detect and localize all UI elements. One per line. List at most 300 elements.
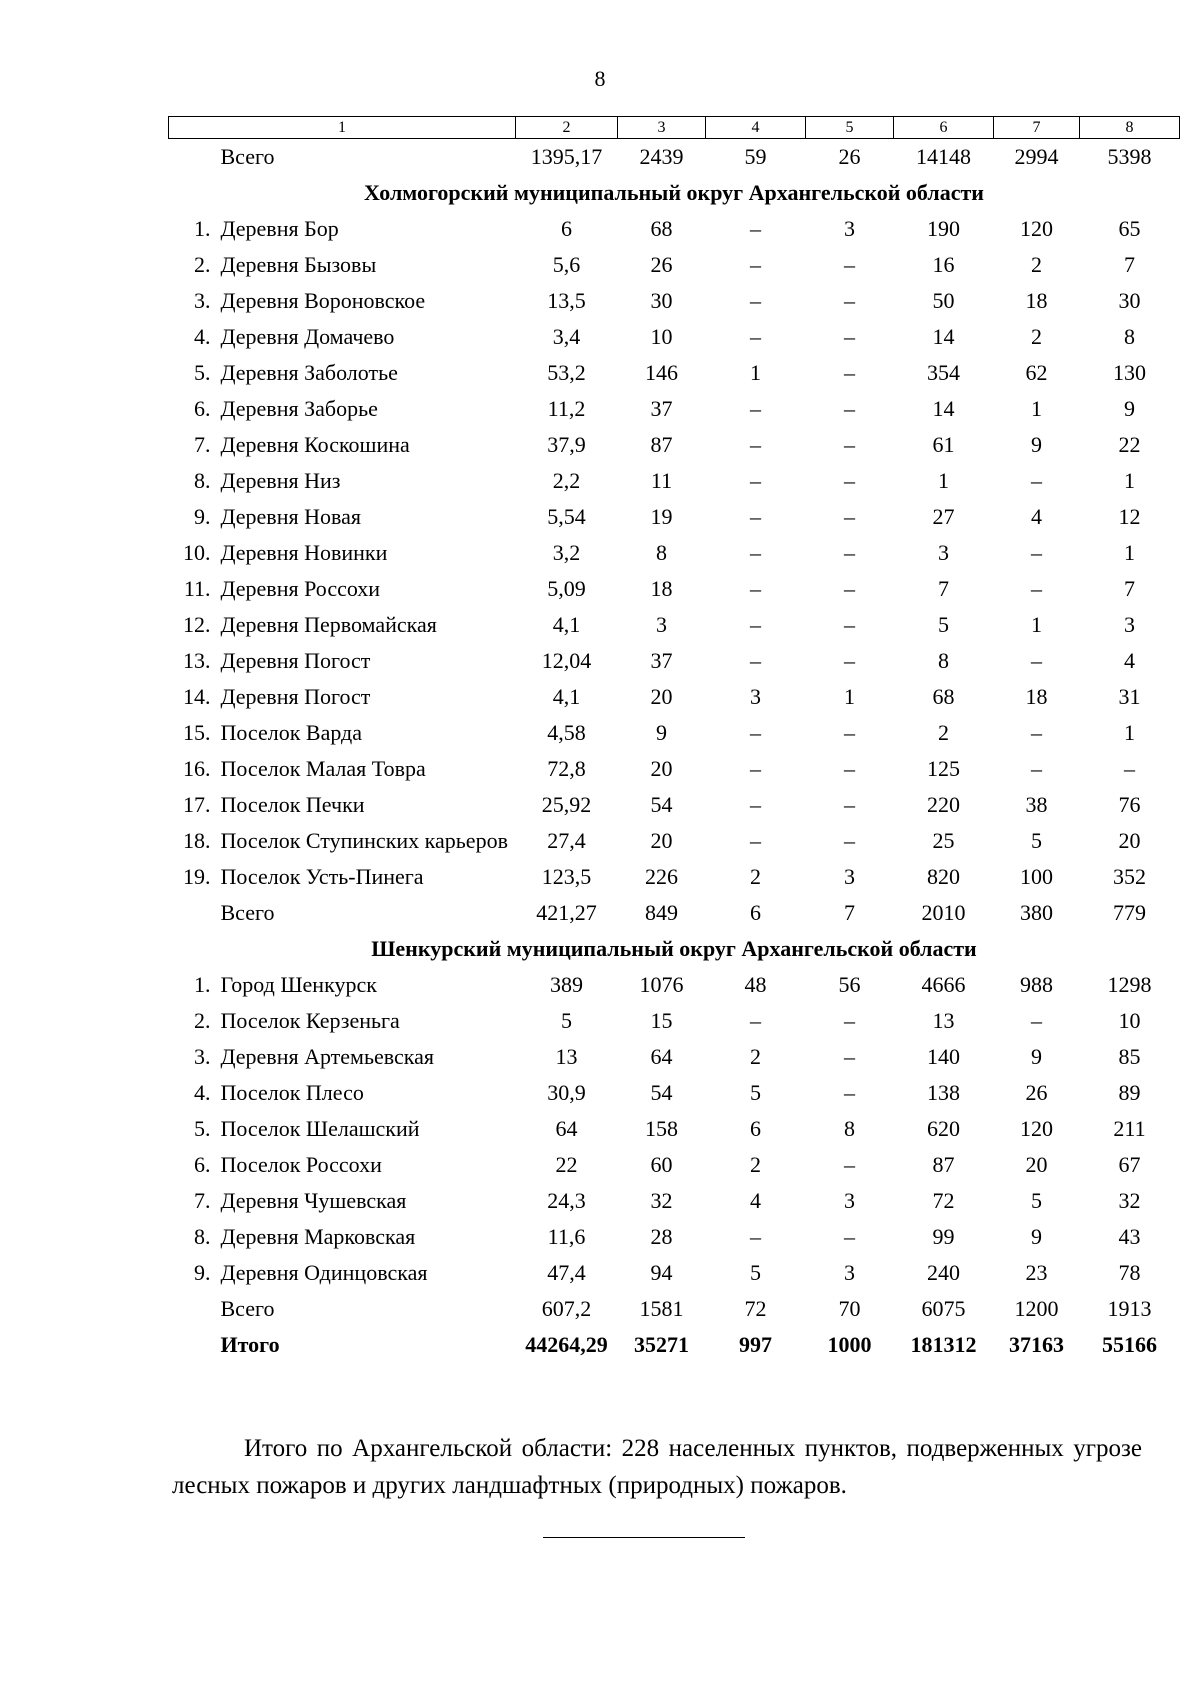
table-row <box>169 571 1180 607</box>
value-col-8: 7 <box>1124 576 1135 601</box>
value-col-3: 11 <box>650 468 673 493</box>
row-number: 9. <box>194 504 211 529</box>
value-col-2: 64 <box>555 1116 578 1141</box>
row-number: 5. <box>194 360 211 385</box>
value-col-5: – <box>844 252 855 277</box>
value-col-6: 68 <box>932 684 955 709</box>
row-number: 4. <box>194 1080 211 1105</box>
value-col-8: 1 <box>1124 540 1135 565</box>
value-col-2: 11,6 <box>547 1224 586 1249</box>
row-number <box>169 1291 221 1327</box>
settlement-name: Деревня Погост <box>220 684 371 709</box>
value-col-4: 5 <box>750 1260 761 1285</box>
value-col-5: – <box>844 576 855 601</box>
value-col-2: 5 <box>561 1008 572 1033</box>
table-row <box>169 247 1180 283</box>
value-col-6: 240 <box>927 1260 960 1285</box>
table-body <box>169 117 1180 1364</box>
table-row <box>169 715 1180 751</box>
value-col-5: 8 <box>844 1116 855 1141</box>
value-col-7: 5 <box>1031 828 1042 853</box>
value-col-4: – <box>750 324 761 349</box>
value-col-2: 13 <box>555 1044 578 1069</box>
subtotal-row <box>169 895 1180 931</box>
value-col-3: 1076 <box>639 972 684 997</box>
value-col-6: 220 <box>927 792 960 817</box>
value-col-7: – <box>1031 720 1042 745</box>
value-col-8: 352 <box>1113 864 1146 889</box>
value-col-7: – <box>1031 1008 1042 1033</box>
value-col-5: 3 <box>844 1188 855 1213</box>
settlements-table <box>168 116 1180 1363</box>
value-col-8: 130 <box>1113 360 1146 385</box>
settlement-name: Деревня Новинки <box>220 540 388 565</box>
value-col-3: 158 <box>645 1116 678 1141</box>
value-col-2: 6 <box>561 216 572 241</box>
value-col-6: 620 <box>927 1116 960 1141</box>
value-col-8: 9 <box>1124 396 1135 421</box>
value-col-8: 85 <box>1118 1044 1141 1069</box>
value-col-3: 19 <box>650 504 673 529</box>
table-row <box>169 751 1180 787</box>
settlement-name: Поселок Варда <box>220 720 363 745</box>
value-col-7: 2 <box>1031 252 1042 277</box>
value-col-4: 59 <box>744 144 767 169</box>
value-col-2: 607,2 <box>541 1296 592 1321</box>
value-col-3: 37 <box>650 396 673 421</box>
row-number: 9. <box>194 1260 211 1285</box>
table-row <box>169 607 1180 643</box>
row-number: 8. <box>194 1224 211 1249</box>
value-col-4: 997 <box>739 1332 772 1357</box>
value-col-5: – <box>844 612 855 637</box>
value-col-4: – <box>750 288 761 313</box>
settlement-name: Деревня Бор <box>220 216 339 241</box>
settlement-name: Деревня Новая <box>220 504 361 529</box>
settlement-name: Поселок Малая Товра <box>220 756 426 781</box>
value-col-7: – <box>1031 468 1042 493</box>
column-number-row <box>169 117 1180 139</box>
value-col-3: 32 <box>650 1188 673 1213</box>
value-col-4: 1 <box>750 360 761 385</box>
value-col-6: 138 <box>927 1080 960 1105</box>
value-col-2: 123,5 <box>541 864 592 889</box>
table-row <box>169 1111 1180 1147</box>
value-col-7: 18 <box>1025 288 1048 313</box>
value-col-3: 26 <box>650 252 673 277</box>
value-col-8: 30 <box>1118 288 1141 313</box>
value-col-6: 50 <box>932 288 955 313</box>
value-col-7: – <box>1031 576 1042 601</box>
settlement-name: Итого <box>220 1332 280 1357</box>
value-col-5: – <box>844 288 855 313</box>
row-number: 6. <box>194 1152 211 1177</box>
value-col-5: – <box>844 828 855 853</box>
value-col-5: – <box>844 792 855 817</box>
value-col-2: 4,58 <box>547 720 586 745</box>
value-col-7: 9 <box>1031 432 1042 457</box>
row-number: 5. <box>194 1116 211 1141</box>
value-col-7: 62 <box>1025 360 1048 385</box>
value-col-7: 120 <box>1020 1116 1053 1141</box>
value-col-7: 120 <box>1020 216 1053 241</box>
table-row <box>169 679 1180 715</box>
value-col-8: 22 <box>1118 432 1141 457</box>
value-col-6: 14 <box>932 396 955 421</box>
value-col-4: – <box>750 432 761 457</box>
value-col-3: 226 <box>645 864 678 889</box>
value-col-5: – <box>844 1152 855 1177</box>
value-col-8: 76 <box>1118 792 1141 817</box>
value-col-3: 35271 <box>634 1332 689 1357</box>
value-col-6: 6075 <box>921 1296 966 1321</box>
value-col-2: 13,5 <box>547 288 586 313</box>
value-col-2: 53,2 <box>547 360 586 385</box>
value-col-4: – <box>750 756 761 781</box>
table-row <box>169 787 1180 823</box>
value-col-2: 25,92 <box>541 792 592 817</box>
value-col-7: 380 <box>1020 900 1053 925</box>
value-col-5: – <box>844 720 855 745</box>
value-col-3: 94 <box>650 1260 673 1285</box>
value-col-3: 15 <box>650 1008 673 1033</box>
row-number: 11. <box>183 576 211 601</box>
value-col-6: 61 <box>932 432 955 457</box>
value-col-3: 2439 <box>639 144 684 169</box>
value-col-8: 12 <box>1118 504 1141 529</box>
value-col-6: 7 <box>938 576 949 601</box>
table-row <box>169 463 1180 499</box>
value-col-8: 1 <box>1124 720 1135 745</box>
value-col-4: 5 <box>750 1080 761 1105</box>
column-number: 2 <box>516 117 618 139</box>
value-col-6: 125 <box>927 756 960 781</box>
value-col-7: 1 <box>1031 612 1042 637</box>
value-col-8: 1 <box>1124 468 1135 493</box>
value-col-6: 140 <box>927 1044 960 1069</box>
settlement-name: Поселок Усть-Пинега <box>220 864 424 889</box>
value-col-3: 146 <box>645 360 678 385</box>
value-col-7: 2994 <box>1014 144 1059 169</box>
value-col-6: 3 <box>938 540 949 565</box>
value-col-4: 2 <box>750 864 761 889</box>
value-col-5: 1000 <box>827 1332 872 1357</box>
column-number: 1 <box>169 117 516 139</box>
value-col-2: 4,1 <box>552 612 581 637</box>
row-number: 2. <box>194 252 211 277</box>
value-col-8: 211 <box>1113 1116 1146 1141</box>
value-col-6: 4666 <box>921 972 966 997</box>
grand-total-row <box>169 1327 1180 1363</box>
column-number: 4 <box>706 117 806 139</box>
value-col-8: 32 <box>1118 1188 1141 1213</box>
value-col-5: 70 <box>838 1296 861 1321</box>
settlement-name: Поселок Ступинских карьеров <box>220 828 508 853</box>
value-col-2: 47,4 <box>547 1260 586 1285</box>
settlement-name: Деревня Бызовы <box>220 252 377 277</box>
value-col-3: 30 <box>650 288 673 313</box>
value-col-7: 9 <box>1031 1224 1042 1249</box>
value-col-5: – <box>844 756 855 781</box>
row-number: 16. <box>183 756 211 781</box>
section-heading-row <box>169 931 1180 967</box>
value-col-2: 1395,17 <box>530 144 603 169</box>
settlement-name: Деревня Артемьевская <box>220 1044 435 1069</box>
value-col-7: 1 <box>1031 396 1042 421</box>
value-col-3: 9 <box>656 720 667 745</box>
value-col-8: 20 <box>1118 828 1141 853</box>
settlement-name: Поселок Шелашский <box>220 1116 420 1141</box>
row-number: 13. <box>183 648 211 673</box>
table-row <box>169 427 1180 463</box>
settlement-name: Поселок Печки <box>220 792 365 817</box>
row-number: 1. <box>194 972 211 997</box>
value-col-3: 10 <box>650 324 673 349</box>
value-col-2: 11,2 <box>547 396 586 421</box>
value-col-8: 65 <box>1118 216 1141 241</box>
value-col-6: 8 <box>938 648 949 673</box>
value-col-3: 87 <box>650 432 673 457</box>
value-col-7: – <box>1031 756 1042 781</box>
value-col-3: 37 <box>650 648 673 673</box>
table-row <box>169 283 1180 319</box>
table-row <box>169 319 1180 355</box>
value-col-5: – <box>844 432 855 457</box>
value-col-7: 23 <box>1025 1260 1048 1285</box>
column-number: 3 <box>618 117 706 139</box>
row-number: 18. <box>183 828 211 853</box>
column-number: 7 <box>994 117 1080 139</box>
value-col-3: 68 <box>650 216 673 241</box>
value-col-3: 20 <box>650 828 673 853</box>
value-col-3: 64 <box>650 1044 673 1069</box>
value-col-8: – <box>1124 756 1135 781</box>
value-col-7: 26 <box>1025 1080 1048 1105</box>
value-col-8: 31 <box>1118 684 1141 709</box>
table-row <box>169 823 1180 859</box>
value-col-3: 20 <box>650 684 673 709</box>
value-col-4: – <box>750 396 761 421</box>
column-number: 6 <box>894 117 994 139</box>
settlement-name: Деревня Домачево <box>220 324 395 349</box>
value-col-4: 3 <box>750 684 761 709</box>
row-number <box>169 139 221 176</box>
table-row <box>169 391 1180 427</box>
value-col-3: 54 <box>650 1080 673 1105</box>
value-col-4: – <box>750 504 761 529</box>
value-col-2: 421,27 <box>536 900 597 925</box>
row-number: 7. <box>194 432 211 457</box>
value-col-6: 13 <box>932 1008 955 1033</box>
value-col-8: 10 <box>1118 1008 1141 1033</box>
column-number: 5 <box>806 117 894 139</box>
value-col-4: 72 <box>744 1296 767 1321</box>
subtotal-row <box>169 1291 1180 1327</box>
value-col-6: 14 <box>932 324 955 349</box>
value-col-2: 12,04 <box>541 648 592 673</box>
value-col-4: – <box>750 792 761 817</box>
value-col-6: 14148 <box>916 144 971 169</box>
section-heading: Холмогорский муниципальный округ Архангельской области <box>364 180 984 205</box>
settlement-name: Деревня Низ <box>220 468 341 493</box>
section-heading: Шенкурский муниципальный округ Архангельской области <box>371 936 977 961</box>
value-col-5: 56 <box>838 972 861 997</box>
value-col-4: – <box>750 540 761 565</box>
value-col-6: 2010 <box>921 900 966 925</box>
value-col-7: 37163 <box>1009 1332 1064 1357</box>
value-col-3: 3 <box>656 612 667 637</box>
value-col-4: 6 <box>750 900 761 925</box>
settlement-name: Поселок Плесо <box>220 1080 364 1105</box>
value-col-7: – <box>1031 540 1042 565</box>
value-col-2: 30,9 <box>547 1080 586 1105</box>
value-col-4: – <box>750 252 761 277</box>
row-number: 10. <box>183 540 211 565</box>
value-col-7: 20 <box>1025 1152 1048 1177</box>
settlement-name: Деревня Коскошина <box>220 432 410 457</box>
value-col-6: 16 <box>932 252 955 277</box>
value-col-4: 2 <box>750 1152 761 1177</box>
value-col-7: 5 <box>1031 1188 1042 1213</box>
value-col-4: – <box>750 1224 761 1249</box>
table-row <box>169 1219 1180 1255</box>
value-col-7: 4 <box>1031 504 1042 529</box>
settlement-name: Всего <box>220 1296 275 1321</box>
value-col-2: 72,8 <box>547 756 586 781</box>
row-number: 15. <box>183 720 211 745</box>
value-col-5: 3 <box>844 864 855 889</box>
value-col-8: 3 <box>1124 612 1135 637</box>
row-number: 3. <box>194 288 211 313</box>
subtotal-row <box>169 139 1180 176</box>
value-col-8: 4 <box>1124 648 1135 673</box>
row-number <box>169 895 221 931</box>
value-col-4: – <box>750 720 761 745</box>
table-row <box>169 535 1180 571</box>
value-col-7: 1200 <box>1014 1296 1059 1321</box>
row-number: 12. <box>183 612 211 637</box>
value-col-6: 25 <box>932 828 955 853</box>
value-col-2: 4,1 <box>552 684 581 709</box>
value-col-8: 43 <box>1118 1224 1141 1249</box>
section-heading-row <box>169 175 1180 211</box>
settlement-name: Поселок Россохи <box>220 1152 382 1177</box>
value-col-6: 87 <box>932 1152 955 1177</box>
value-col-5: 3 <box>844 216 855 241</box>
value-col-2: 44264,29 <box>525 1332 608 1357</box>
value-col-6: 820 <box>927 864 960 889</box>
value-col-8: 7 <box>1124 252 1135 277</box>
value-col-7: 2 <box>1031 324 1042 349</box>
value-col-6: 27 <box>932 504 955 529</box>
settlement-name: Всего <box>220 900 275 925</box>
value-col-4: – <box>750 828 761 853</box>
value-col-4: 48 <box>744 972 767 997</box>
value-col-3: 20 <box>650 756 673 781</box>
value-col-4: 6 <box>750 1116 761 1141</box>
value-col-3: 54 <box>650 792 673 817</box>
table-row <box>169 1183 1180 1219</box>
settlement-name: Деревня Заборье <box>220 396 378 421</box>
row-number: 19. <box>183 864 211 889</box>
value-col-6: 181312 <box>910 1332 977 1357</box>
value-col-4: – <box>750 1008 761 1033</box>
value-col-7: 988 <box>1020 972 1053 997</box>
summary-paragraph: Итого по Архангельской области: 228 населенных пунктов, подверженных угрозе лесных пожаров и других ландшафтных (природных) пожаров. <box>172 1435 1142 1499</box>
value-col-7: – <box>1031 648 1042 673</box>
value-col-4: – <box>750 648 761 673</box>
table-row <box>169 1039 1180 1075</box>
row-number: 7. <box>194 1188 211 1213</box>
row-number: 3. <box>194 1044 211 1069</box>
table-row <box>169 859 1180 895</box>
value-col-5: 26 <box>838 144 861 169</box>
value-col-5: – <box>844 1080 855 1105</box>
value-col-7: 18 <box>1025 684 1048 709</box>
value-col-8: 78 <box>1118 1260 1141 1285</box>
value-col-4: – <box>750 468 761 493</box>
value-col-2: 5,09 <box>547 576 586 601</box>
end-line <box>543 1537 745 1538</box>
table-row <box>169 1147 1180 1183</box>
row-number: 14. <box>183 684 211 709</box>
value-col-8: 1913 <box>1107 1296 1152 1321</box>
value-col-7: 9 <box>1031 1044 1042 1069</box>
settlement-name: Деревня Первомайская <box>220 612 437 637</box>
table-row <box>169 643 1180 679</box>
value-col-8: 8 <box>1124 324 1135 349</box>
value-col-6: 99 <box>932 1224 955 1249</box>
value-col-2: 37,9 <box>547 432 586 457</box>
value-col-8: 5398 <box>1107 144 1152 169</box>
value-col-4: 4 <box>750 1188 761 1213</box>
table-row <box>169 355 1180 391</box>
row-number <box>169 1327 221 1363</box>
table-row <box>169 967 1180 1003</box>
value-col-2: 389 <box>550 972 583 997</box>
value-col-5: – <box>844 1224 855 1249</box>
table-row <box>169 1075 1180 1111</box>
settlement-name: Деревня Погост <box>220 648 371 673</box>
value-col-2: 27,4 <box>547 828 586 853</box>
value-col-6: 190 <box>927 216 960 241</box>
value-col-5: – <box>844 1008 855 1033</box>
value-col-3: 8 <box>656 540 667 565</box>
value-col-5: – <box>844 468 855 493</box>
settlement-name: Деревня Россохи <box>220 576 381 601</box>
page-number: 8 <box>594 66 606 91</box>
value-col-4: – <box>750 612 761 637</box>
value-col-5: – <box>844 396 855 421</box>
value-col-3: 849 <box>645 900 678 925</box>
value-col-6: 1 <box>938 468 949 493</box>
value-col-3: 28 <box>650 1224 673 1249</box>
settlement-name: Деревня Вороновское <box>220 288 426 313</box>
value-col-5: 7 <box>844 900 855 925</box>
settlement-name: Деревня Марковская <box>220 1224 416 1249</box>
value-col-5: 3 <box>844 1260 855 1285</box>
value-col-5: – <box>844 648 855 673</box>
table-row <box>169 499 1180 535</box>
value-col-2: 3,2 <box>552 540 581 565</box>
value-col-4: 2 <box>750 1044 761 1069</box>
value-col-4: – <box>750 216 761 241</box>
table-row <box>169 1003 1180 1039</box>
settlement-name: Поселок Керзеньга <box>220 1008 400 1033</box>
value-col-8: 1298 <box>1107 972 1152 997</box>
column-number: 8 <box>1080 117 1180 139</box>
value-col-2: 5,6 <box>552 252 581 277</box>
